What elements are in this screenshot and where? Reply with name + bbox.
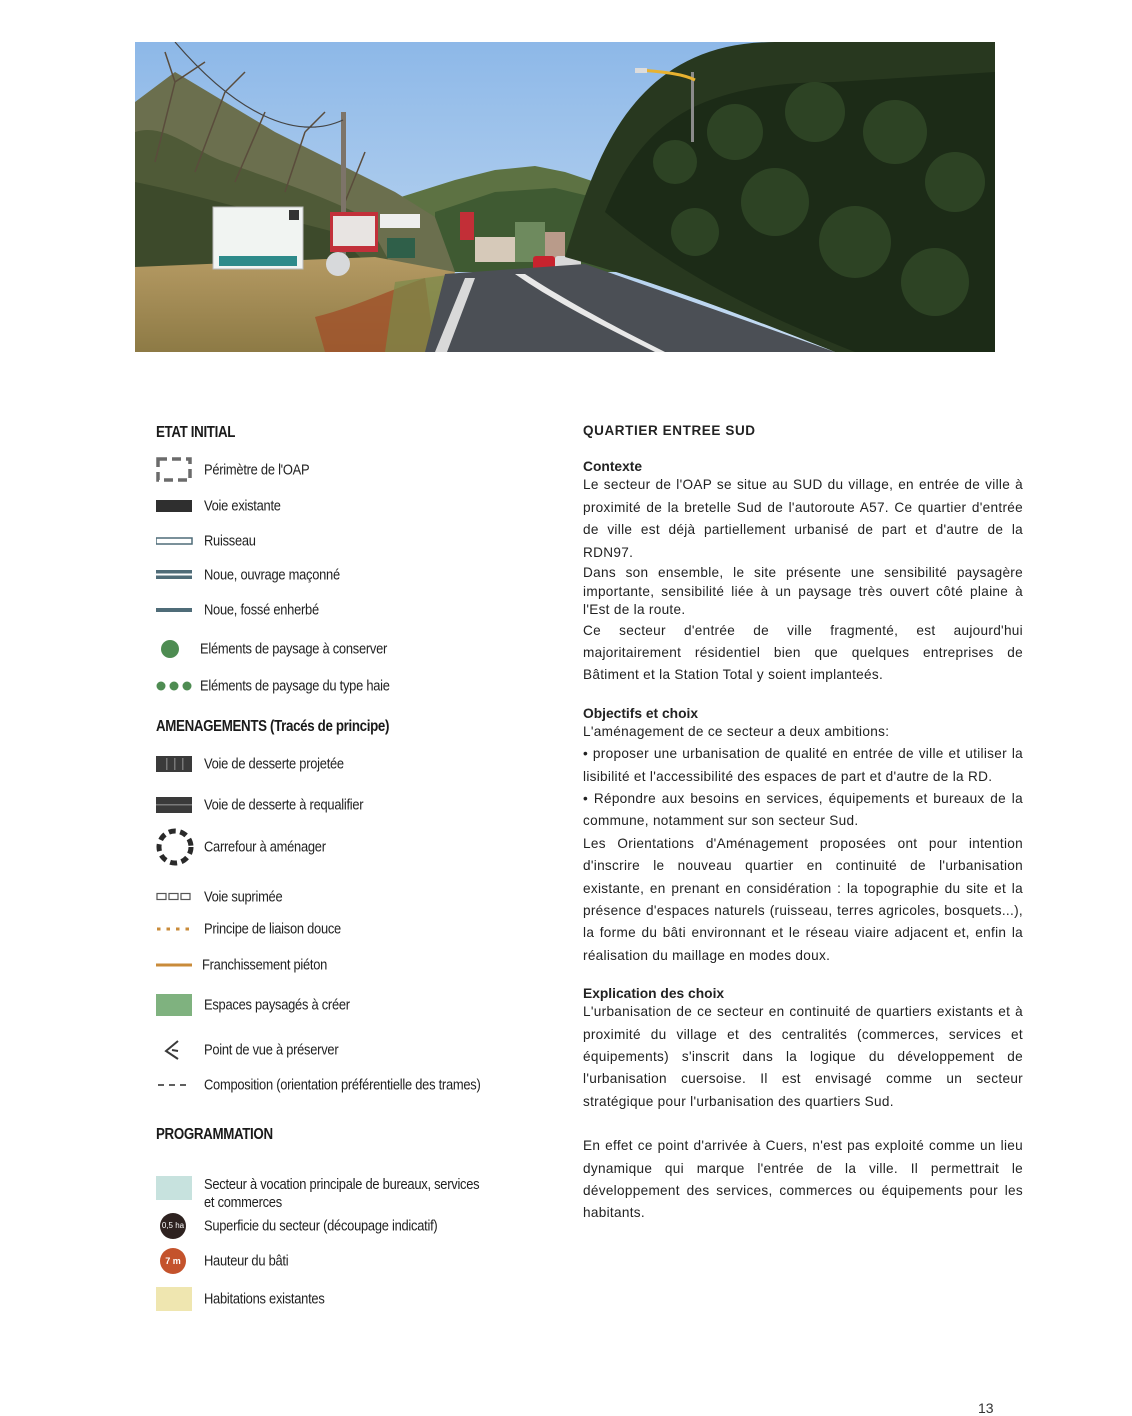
legend-label: Voie suprimée	[204, 888, 283, 906]
requalify-road-icon	[156, 796, 194, 814]
section-heading-explication: Explication des choix	[583, 986, 725, 1002]
legend-label: Carrefour à aménager	[204, 838, 326, 856]
legend-label: Noue, fossé enherbé	[204, 601, 319, 619]
legend-label: Franchissement piéton	[202, 956, 328, 974]
page-number: 13	[978, 1400, 994, 1416]
legend-label: Périmètre de l'OAP	[204, 461, 310, 479]
masonry-swale-icon	[156, 569, 194, 581]
paragraph: Dans son ensemble, le site présente une sensibilité paysagère importante, sensibilité liée à un paysage très ouvert côté plaine à l'Est de la route.	[583, 565, 1023, 618]
legend-item	[156, 884, 556, 910]
paragraph: En effet ce point d'arrivée à Cuers, n'est pas exploité comme un lieu dynamique qui marque l'entrée de la ville. Il permettrait le développement des services, commerces ou équipements pour les habitants.	[583, 1138, 1023, 1221]
legend-label: Eléments de paysage à conserver	[200, 640, 388, 658]
legend-item	[156, 952, 556, 978]
legend-label: Superficie du secteur (découpage indicatif)	[204, 1217, 438, 1235]
paragraph: L'aménagement de ce secteur a deux ambitions:	[583, 723, 890, 739]
dark-road-icon	[156, 498, 194, 514]
paragraph: • Répondre aux besoins en services, équipements et bureaux de la commune, notamment sur son secteur Sud.	[583, 790, 1023, 829]
paragraph: Le secteur de l'OAP se situe au SUD du village, en entrée de ville à proximité de la bretelle Sud de l'autoroute A57. Ce quartier d'entrée de ville est déjà partiellement urbanisé de part et d'autre de la RDN97.	[583, 477, 1023, 560]
legend-item	[156, 1213, 556, 1239]
street-photo	[135, 42, 995, 352]
height-badge-icon: 7 m	[160, 1248, 186, 1274]
existing-housing-icon	[156, 1287, 194, 1311]
stream-line-icon	[156, 536, 194, 546]
dashed-square-icon	[156, 457, 194, 483]
legend-item	[156, 562, 556, 588]
legend-item	[156, 916, 556, 942]
paragraph: Ce secteur d'entrée de ville fragmenté, est aujourd'hui majoritairement résidentiel bien que quelques entreprises de Bâtiment et la Station Total y soient implanteés.	[583, 622, 1023, 683]
legend-item	[156, 1072, 556, 1098]
pedestrian-crossing-icon	[156, 961, 194, 969]
legend-label: Noue, ouvrage maçonné	[204, 566, 340, 584]
street-photo-illustration	[135, 42, 995, 352]
green-area-icon	[156, 993, 194, 1017]
legend-label: Secteur à vocation principale de bureaux, services	[204, 1176, 480, 1193]
legend-item	[156, 597, 556, 623]
legend-item	[156, 1168, 556, 1211]
article	[583, 420, 1023, 1225]
removed-road-icon	[156, 892, 194, 902]
legend-item	[156, 493, 556, 519]
green-dot-icon	[156, 638, 194, 660]
soft-link-icon	[156, 925, 194, 933]
roundabout-icon	[156, 827, 196, 867]
legend-label: Ruisseau	[204, 532, 256, 550]
paragraph: L'urbanisation de ce secteur en continuité de quartiers existants et à proximité du village et des centralités (commerces, services et équipements) s'inscrit dans la logique du développement de l'urbanisation cuersoise. Il est envisagé comme un secteur stratégique pour l'urbanisation des quartiers Sud.	[583, 1004, 1023, 1109]
section-heading-contexte: Contexte	[583, 459, 643, 475]
legend-section-title: PROGRAMMATION	[156, 1126, 273, 1143]
green-dots-hedge-icon	[156, 679, 196, 693]
legend-item	[156, 992, 556, 1018]
section-heading-objectifs: Objectifs et choix	[583, 705, 699, 721]
legend-section-title: ETAT INITIAL	[156, 424, 236, 441]
composition-dash-icon	[156, 1082, 194, 1088]
legend-section-title: AMENAGEMENTS (Tracés de principe)	[156, 718, 390, 735]
legend-label: Voie de desserte à requalifier	[204, 796, 364, 814]
legend-item	[156, 1248, 556, 1274]
legend-item	[156, 636, 556, 662]
legend-label: Composition (orientation préférentielle des trames)	[204, 1076, 481, 1094]
legend-item	[156, 457, 556, 483]
legend-label: Hauteur du bâti	[204, 1252, 289, 1270]
legend-item	[156, 528, 556, 554]
article-title: QUARTIER ENTREE SUD	[583, 423, 756, 438]
legend-item	[156, 1037, 556, 1063]
legend-item	[156, 1286, 556, 1312]
office-sector-icon	[156, 1175, 194, 1201]
legend-label: Voie de desserte projetée	[204, 755, 344, 773]
legend-label: Eléments de paysage du type haie	[200, 677, 390, 695]
legend-label: Principe de liaison douce	[204, 920, 341, 938]
area-badge-icon: 0,5 ha	[160, 1213, 186, 1239]
legend-label: Habitations existantes	[204, 1290, 325, 1308]
legend-item	[156, 751, 556, 777]
paragraph: • proposer une urbanisation de qualité en entrée de ville et utiliser la lisibilité et l'accessibilité des espaces de part et d'autre de la RD.	[583, 746, 1023, 784]
projected-road-icon	[156, 755, 194, 773]
legend-label: Voie existante	[204, 497, 281, 515]
grass-ditch-icon	[156, 606, 194, 614]
legend-label: Espaces paysagés à créer	[204, 996, 350, 1014]
viewpoint-icon	[156, 1039, 194, 1061]
legend-label-continued: et commerces	[204, 1194, 282, 1211]
legend-label: Point de vue à préserver	[204, 1041, 339, 1059]
legend-item	[156, 673, 556, 699]
paragraph: Les Orientations d'Aménagement proposées ont pour intention d'inscrire le nouveau quartier en continuité de l'urbanisation existante, en prenant en considération : la topographie du site et la présence d'espaces naturels (ruisseau, terres agricoles, bosquets...), la forme du bâti environnant et le réseau viaire adjacent et, enfin la réalisation du maillage en modes doux.	[583, 835, 1023, 963]
legend-item	[156, 834, 556, 860]
legend-item	[156, 792, 556, 818]
